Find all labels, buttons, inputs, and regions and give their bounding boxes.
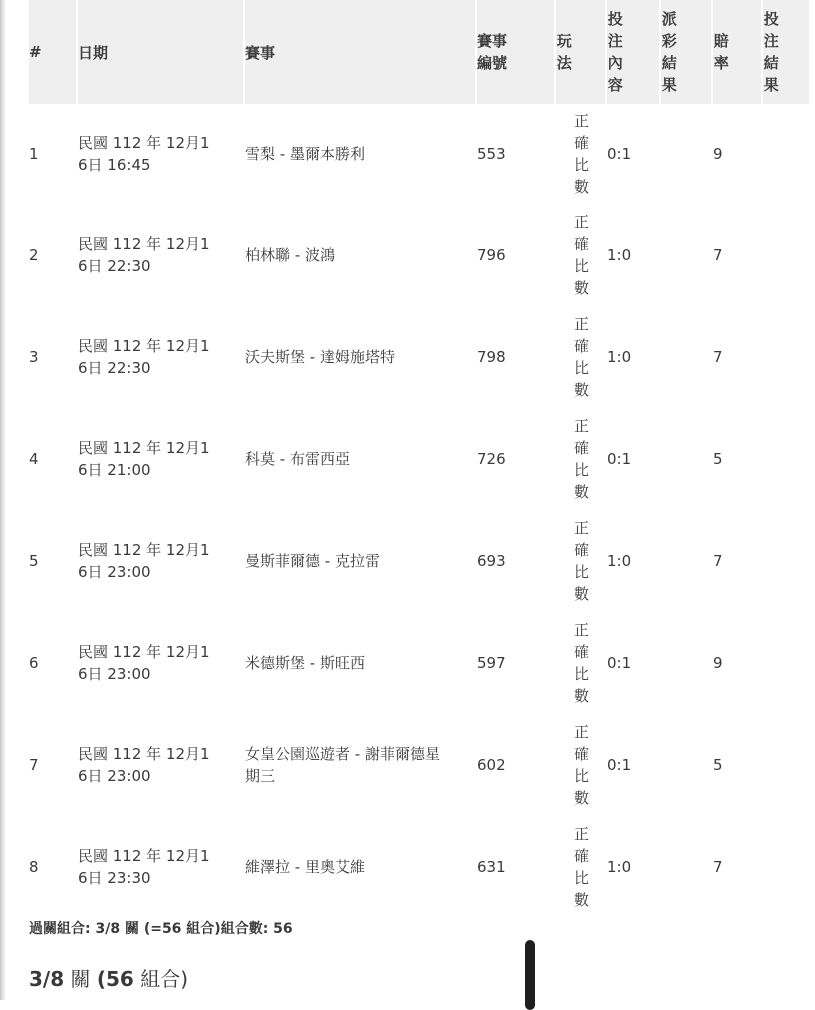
bet-table (29, 0, 809, 918)
row-payout-result (661, 510, 713, 612)
row-play-type-text: 正確比數 (573, 825, 589, 909)
row-bet-result (763, 816, 809, 918)
row-index (29, 408, 78, 510)
row-date-text: 民國 112 年 12月16日 22:30 (78, 235, 210, 275)
row-index-text: 6 (29, 654, 39, 672)
row-index (29, 204, 78, 306)
header-index: # (29, 0, 78, 104)
row-match-text: 科莫 - 布雷西亞 (245, 450, 350, 468)
row-match-code (477, 510, 556, 612)
row-match-code-text: 693 (477, 552, 506, 570)
row-odds-text: 7 (713, 552, 723, 570)
row-bet-content (607, 510, 661, 612)
row-bet-content (607, 816, 661, 918)
page-left-edge (0, 0, 6, 1000)
row-date-text: 民國 112 年 12月16日 23:00 (78, 643, 210, 683)
row-date (78, 714, 245, 816)
row-date (78, 104, 245, 204)
row-date (78, 612, 245, 714)
header-payout-result-label: 派彩結果 (661, 10, 677, 94)
row-play-type (556, 306, 607, 408)
row-match-code (477, 104, 556, 204)
row-bet-result (763, 306, 809, 408)
row-bet-content-text: 0:1 (607, 450, 632, 468)
row-match-text: 沃夫斯堡 - 達姆施塔特 (245, 348, 395, 366)
row-odds (713, 510, 763, 612)
row-index (29, 306, 78, 408)
row-odds-text: 7 (713, 246, 723, 264)
row-index-text: 4 (29, 450, 39, 468)
row-bet-result (763, 408, 809, 510)
table-header-row (29, 0, 809, 104)
row-bet-content-text: 1:0 (607, 246, 632, 264)
row-odds-text: 7 (713, 858, 723, 876)
row-index (29, 816, 78, 918)
row-match-code-text: 798 (477, 348, 506, 366)
row-play-type (556, 104, 607, 204)
row-odds (713, 306, 763, 408)
header-bet-result-label: 投注結果 (763, 10, 779, 94)
row-index-text: 2 (29, 246, 39, 264)
row-play-type-text: 正確比數 (573, 417, 589, 501)
row-bet-result (763, 104, 809, 204)
row-odds (713, 714, 763, 816)
row-odds (713, 816, 763, 918)
section-title (29, 963, 188, 992)
table-row (29, 104, 809, 204)
row-match (245, 408, 477, 510)
row-match (245, 104, 477, 204)
row-play-type-text: 正確比數 (573, 519, 589, 603)
row-match-code (477, 204, 556, 306)
row-match-text: 柏林聯 - 波鴻 (245, 246, 335, 264)
row-match-text: 曼斯菲爾德 - 克拉雷 (245, 552, 380, 570)
row-match-text: 米德斯堡 - 斯旺西 (245, 654, 365, 672)
header-odds-label: 賠率 (713, 32, 729, 72)
header-odds (713, 0, 763, 104)
row-match-code (477, 816, 556, 918)
row-date-text: 民國 112 年 12月16日 23:00 (78, 745, 210, 785)
row-index-text: 1 (29, 145, 39, 163)
row-odds (713, 408, 763, 510)
header-match: 賽事 (245, 0, 477, 104)
header-play-type (556, 0, 607, 104)
row-date (78, 204, 245, 306)
row-bet-content (607, 104, 661, 204)
row-match (245, 510, 477, 612)
row-index-text: 5 (29, 552, 39, 570)
header-bet-content-label: 投注內容 (607, 10, 623, 94)
row-index (29, 104, 78, 204)
header-bet-content (607, 0, 661, 104)
row-payout-result (661, 104, 713, 204)
row-play-type (556, 408, 607, 510)
section-combo-unit: 組合) (140, 967, 189, 991)
row-play-type (556, 714, 607, 816)
row-payout-result (661, 714, 713, 816)
section-combo-count: (56 (96, 967, 134, 991)
row-odds-text: 5 (713, 756, 723, 774)
row-match (245, 816, 477, 918)
row-date-text: 民國 112 年 12月16日 21:00 (78, 439, 210, 479)
row-bet-result (763, 714, 809, 816)
row-odds-text: 5 (713, 450, 723, 468)
row-bet-content-text: 1:0 (607, 858, 632, 876)
row-odds (713, 612, 763, 714)
row-payout-result (661, 612, 713, 714)
row-match (245, 306, 477, 408)
row-match-code-text: 796 (477, 246, 506, 264)
row-bet-content (607, 204, 661, 306)
row-match (245, 204, 477, 306)
header-bet-result (763, 0, 809, 104)
row-odds-text: 9 (713, 654, 723, 672)
combination-summary: 過關組合: 3/8 關 (=56 組合)組合數: 56 (29, 921, 293, 937)
header-payout-result (661, 0, 713, 104)
row-bet-content (607, 408, 661, 510)
row-bet-content (607, 714, 661, 816)
row-date-text: 民國 112 年 12月16日 23:30 (78, 847, 210, 887)
section-pass-count: 3/8 (29, 967, 65, 991)
row-bet-content-text: 0:1 (607, 654, 632, 672)
row-play-type-text: 正確比數 (573, 621, 589, 705)
row-date-text: 民國 112 年 12月16日 16:45 (78, 134, 210, 174)
row-play-type-text: 正確比數 (573, 723, 589, 807)
row-bet-content-text: 1:0 (607, 552, 632, 570)
row-match-code (477, 306, 556, 408)
row-match-code-text: 631 (477, 858, 506, 876)
header-play-type-label: 玩法 (556, 32, 572, 72)
table-row (29, 204, 809, 306)
row-play-type (556, 510, 607, 612)
row-payout-result (661, 204, 713, 306)
row-payout-result (661, 816, 713, 918)
row-date (78, 408, 245, 510)
row-payout-result (661, 306, 713, 408)
row-match-code-text: 597 (477, 654, 506, 672)
row-play-type-text: 正確比數 (573, 112, 589, 196)
row-odds-text: 7 (713, 348, 723, 366)
row-play-type (556, 816, 607, 918)
row-bet-content (607, 306, 661, 408)
row-bet-result (763, 510, 809, 612)
row-match-code-text: 553 (477, 145, 506, 163)
row-bet-result (763, 612, 809, 714)
row-match-code (477, 612, 556, 714)
row-play-type (556, 204, 607, 306)
section-pass-unit: 關 (70, 967, 91, 991)
row-bet-content (607, 612, 661, 714)
row-index (29, 714, 78, 816)
row-match-text: 女皇公園巡遊者 - 謝菲爾德星期三 (245, 745, 440, 785)
row-index-text: 8 (29, 858, 39, 876)
header-match-code (477, 0, 556, 104)
row-bet-content-text: 0:1 (607, 756, 632, 774)
table-row (29, 612, 809, 714)
row-match-text: 維澤拉 - 里奧艾維 (245, 858, 365, 876)
row-odds-text: 9 (713, 145, 723, 163)
row-odds (713, 104, 763, 204)
row-match-code (477, 714, 556, 816)
table-row (29, 408, 809, 510)
table-row (29, 816, 809, 918)
row-date (78, 306, 245, 408)
row-play-type (556, 612, 607, 714)
row-index-text: 3 (29, 348, 39, 366)
row-date (78, 510, 245, 612)
row-odds (713, 204, 763, 306)
row-date-text: 民國 112 年 12月16日 23:00 (78, 541, 210, 581)
row-match-code-text: 602 (477, 756, 506, 774)
row-play-type-text: 正確比數 (573, 315, 589, 399)
row-match-text: 雪梨 - 墨爾本勝利 (245, 145, 365, 163)
row-match (245, 612, 477, 714)
row-match (245, 714, 477, 816)
row-date-text: 民國 112 年 12月16日 22:30 (78, 337, 210, 377)
table-row (29, 306, 809, 408)
table-row (29, 510, 809, 612)
row-date (78, 816, 245, 918)
row-index-text: 7 (29, 756, 39, 774)
table-row (29, 714, 809, 816)
row-match-code (477, 408, 556, 510)
row-bet-content-text: 1:0 (607, 348, 632, 366)
row-match-code-text: 726 (477, 450, 506, 468)
row-play-type-text: 正確比數 (573, 213, 589, 297)
header-match-code-label: 賽事編號 (477, 32, 508, 72)
row-bet-content-text: 0:1 (607, 145, 632, 163)
header-date: 日期 (78, 0, 245, 104)
row-payout-result (661, 408, 713, 510)
row-index (29, 612, 78, 714)
row-bet-result (763, 204, 809, 306)
row-index (29, 510, 78, 612)
